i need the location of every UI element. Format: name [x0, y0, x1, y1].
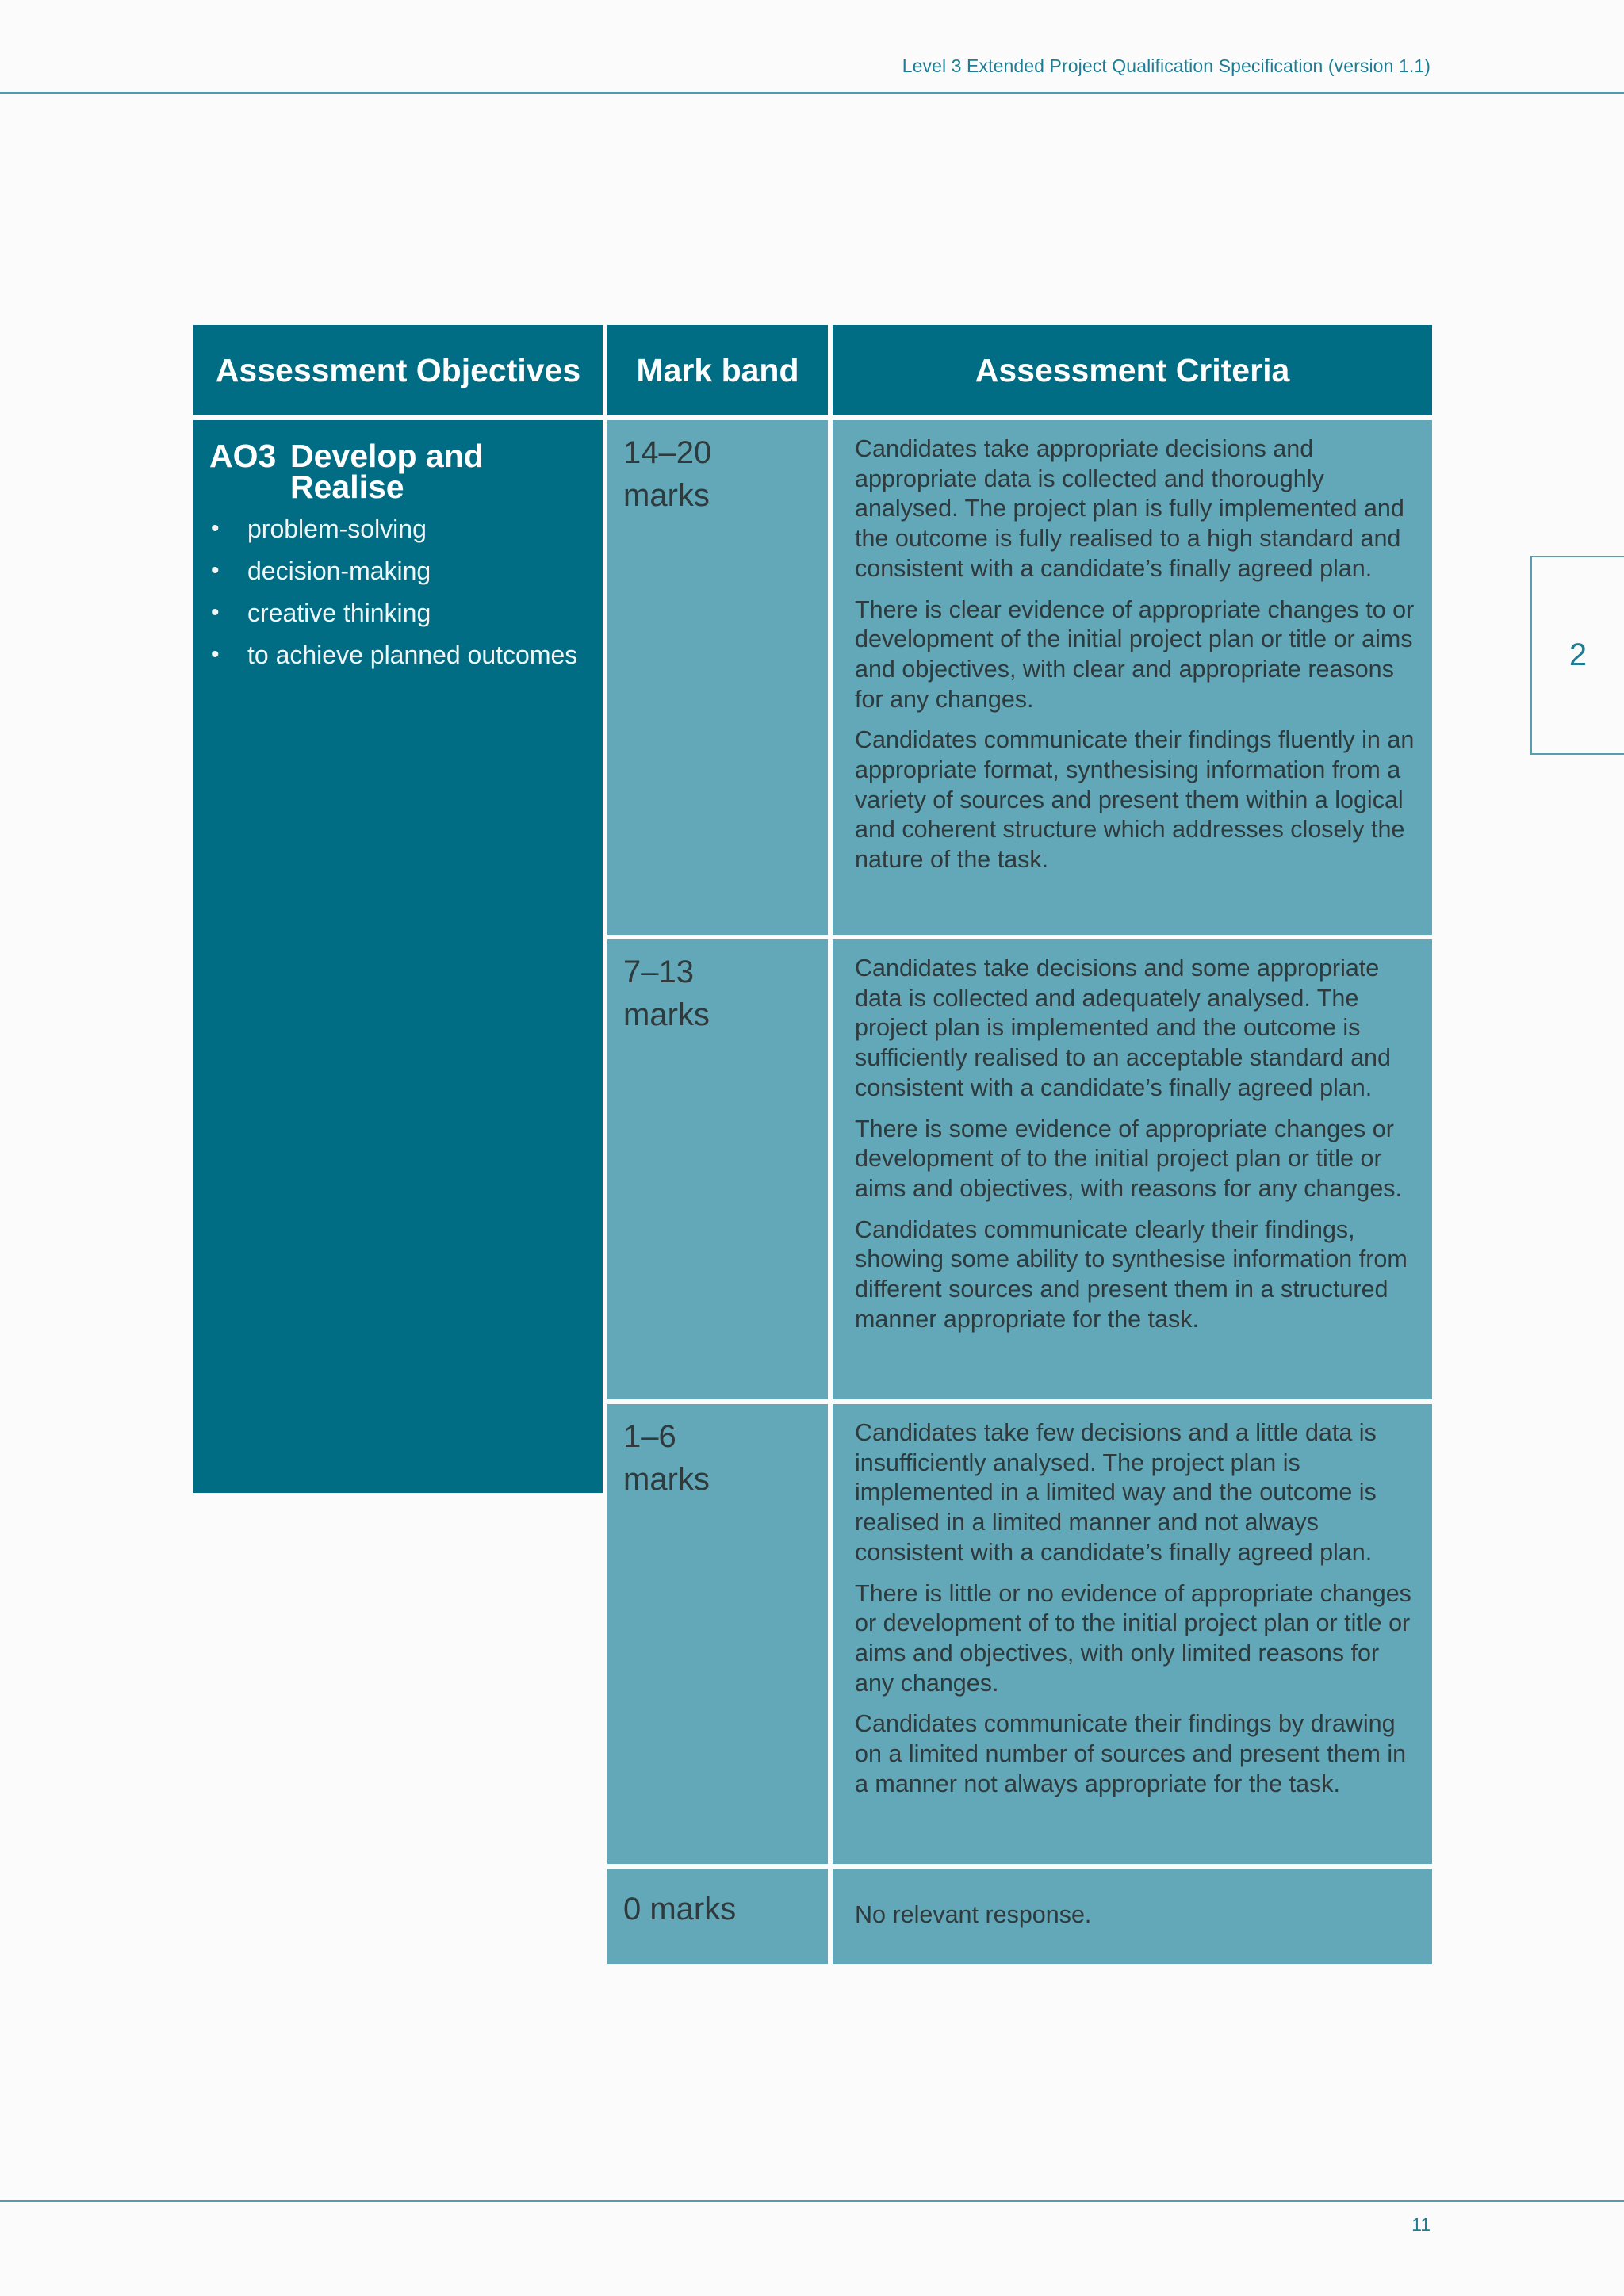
bullet-icon: •	[211, 641, 220, 668]
criteria-cell	[833, 1404, 1432, 1864]
list-item	[209, 640, 587, 670]
objective-name: Develop and Realise	[290, 438, 484, 505]
mark-band-cell	[607, 420, 828, 935]
column-header-assessment-objectives: Assessment Objectives	[193, 325, 603, 415]
criteria-paragraph: There is some evidence of appropriate changes or development of to the initial project plan or title or aims and objectives, with reasons for any changes.	[855, 1115, 1403, 1202]
mark-band-unit: marks	[623, 997, 710, 1032]
criteria-paragraph: Candidates take few decisions and a little data is insufficiently analysed. The project plan is implemented in a limited way and the outcome is realised in a limited manner and not always consistent with a candidate’s finally agreed plan.	[855, 1419, 1377, 1566]
footer-divider	[0, 2200, 1624, 2202]
mark-band-unit: marks	[623, 1462, 710, 1497]
section-tab	[1530, 556, 1624, 755]
criteria-cell	[833, 420, 1432, 935]
list-item-text: to achieve planned outcomes	[247, 641, 578, 669]
mark-band-unit: marks	[623, 478, 710, 513]
criteria-paragraph: There is little or no evidence of appropriate changes or development of to the initial project plan or title or aims and objectives, with only limited reasons for any changes.	[855, 1579, 1411, 1697]
criteria-paragraph: Candidates communicate clearly their findings, showing some ability to synthesise information from different sources and present them in a structured manner appropriate for the task.	[855, 1215, 1408, 1333]
column-header-assessment-criteria: Assessment Criteria	[833, 325, 1432, 415]
mark-band-cell	[607, 1869, 828, 1964]
list-item	[209, 598, 587, 628]
objective-heading	[209, 438, 587, 505]
criteria-paragraph: Candidates take decisions and some appropriate data is collected and adequately analysed. The project plan is implemented and the outcome is sufficiently realised to an acceptable standard and consistent with a candidate’s finally agreed plan.	[855, 955, 1391, 1101]
column-header-mark-band: Mark band	[607, 325, 828, 415]
mark-band-label: 0 marks	[623, 1892, 737, 1927]
mark-band-cell	[607, 939, 828, 1399]
header-divider	[0, 92, 1624, 94]
mark-band-range: 1–6	[623, 1419, 676, 1454]
list-item	[209, 556, 587, 586]
criteria-paragraph: Candidates communicate their findings fluently in an appropriate format, synthesising information from a variety of sources and present them within a logical and coherent structure which addresses closely the nature of the task.	[855, 726, 1415, 874]
mark-band-range: 14–20	[623, 435, 712, 470]
page-number: 11	[1411, 2214, 1431, 2235]
criteria-paragraph: No relevant response.	[855, 1901, 1092, 1928]
list-item-text: creative thinking	[247, 599, 431, 627]
objective-code: AO3	[209, 438, 277, 474]
criteria-cell	[833, 939, 1432, 1399]
criteria-paragraph: Candidates communicate their findings by drawing on a limited number of sources and present them in a manner not always appropriate for the task.	[855, 1710, 1407, 1797]
section-tab-label: 2	[1568, 637, 1588, 672]
mark-band-range: 7–13	[623, 955, 694, 989]
list-item	[209, 514, 587, 544]
objective-skill-list	[209, 514, 587, 670]
bullet-icon: •	[211, 599, 220, 626]
list-item-text: problem-solving	[247, 515, 427, 543]
criteria-paragraph: Candidates take appropriate decisions and appropriate data is collected and thoroughly analysed. The project plan is fully implemented and the outcome is fully realised to a high standard and consistent with a candidate’s finally agreed plan.	[855, 435, 1404, 582]
criteria-cell	[833, 1869, 1432, 1964]
bullet-icon: •	[211, 515, 220, 541]
bullet-icon: •	[211, 557, 220, 584]
mark-band-cell	[607, 1404, 828, 1864]
list-item-text: decision-making	[247, 557, 431, 585]
document-header-title: Level 3 Extended Project Qualification Specification (version 1.1)	[902, 55, 1431, 76]
objective-cell	[193, 420, 603, 1493]
criteria-paragraph: There is clear evidence of appropriate changes to or development of the initial project plan or title or aims and objectives, with clear and appropriate reasons for any changes.	[855, 595, 1415, 713]
